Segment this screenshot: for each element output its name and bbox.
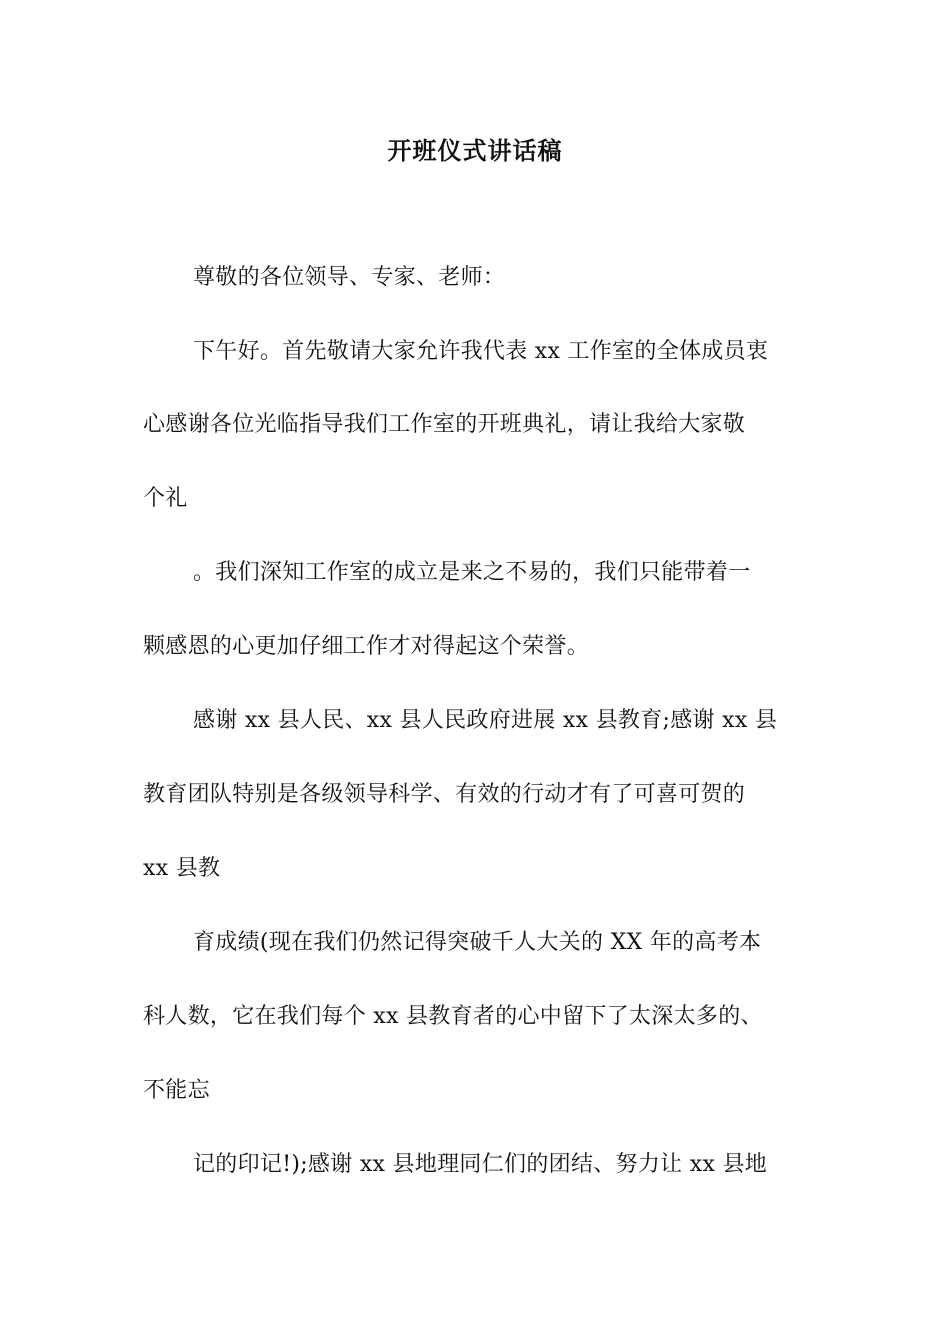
paragraph-line: 育成绩(现在我们仍然记得突破千人大关的 XX 年的高考本 [193, 930, 762, 955]
paragraph-line: xx 县教 [143, 856, 221, 881]
paragraph-line: 个礼 [143, 486, 188, 511]
paragraph-line: 教育团队特别是各级领导科学、有效的行动才有了可喜可贺的 [143, 782, 746, 807]
document-title: 开班仪式讲话稿 [387, 136, 563, 165]
paragraph-line: 不能忘 [143, 1078, 210, 1103]
paragraph-line: 。我们深知工作室的成立是来之不易的，我们只能带着一 [193, 560, 751, 585]
salutation-line: 尊敬的各位领导、专家、老师： [193, 265, 506, 290]
paragraph-line: 科人数，它在我们每个 xx 县教育者的心中留下了太深太多的、 [143, 1004, 763, 1029]
paragraph-line: 记的印记!);感谢 xx 县地理同仁们的团结、努力让 xx 县地 [193, 1152, 768, 1177]
paragraph-line: 感谢 xx 县人民、xx 县人民政府进展 xx 县教育;感谢 xx 县 [193, 708, 778, 733]
paragraph-line: 颗感恩的心更加仔细工作才对得起这个荣誉。 [143, 634, 590, 659]
paragraph-line: 心感谢各位光临指导我们工作室的开班典礼，请让我给大家敬 [143, 412, 746, 437]
paragraph-line: 下午好。首先敬请大家允许我代表 xx 工作室的全体成员衷 [193, 339, 769, 364]
